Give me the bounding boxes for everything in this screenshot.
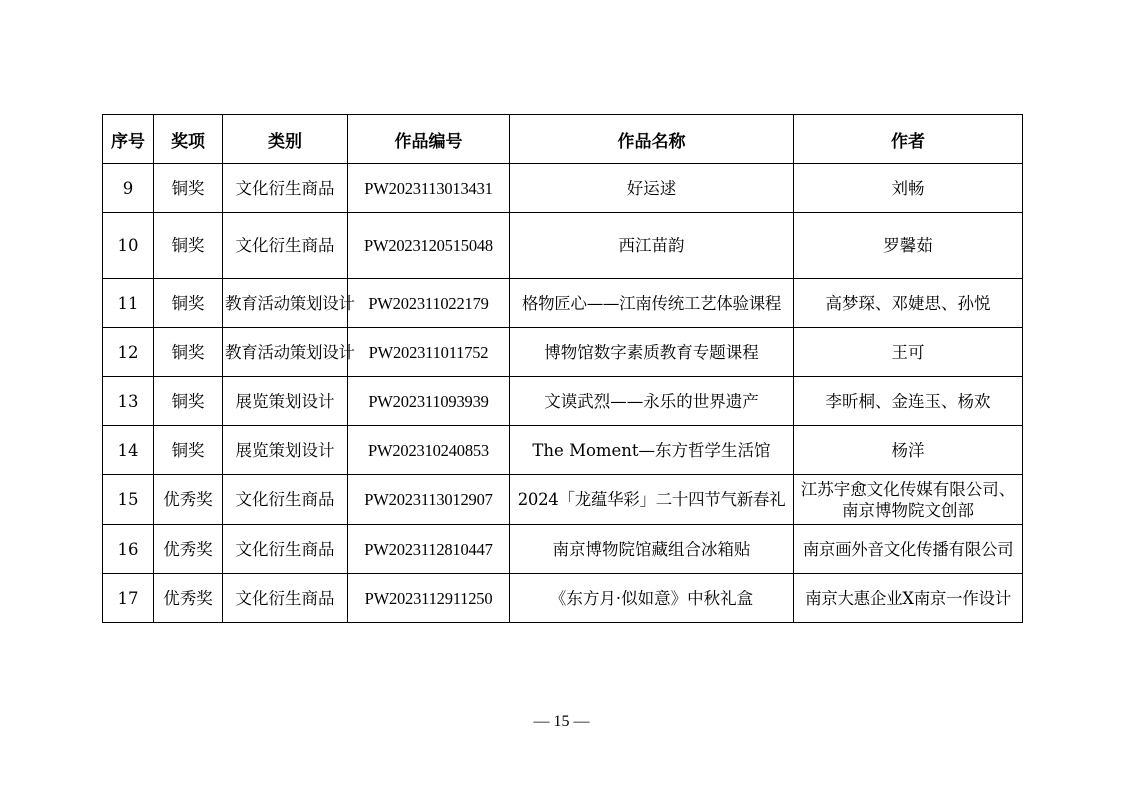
row-no: 10 (103, 213, 154, 279)
row-category: 文化衍生商品 (223, 164, 348, 213)
row-author: 江苏宇愈文化传媒有限公司、南京博物院文创部 (794, 475, 1023, 525)
row-author: 高梦琛、邓婕思、孙悦 (794, 279, 1023, 328)
row-author: 李昕桐、金连玉、杨欢 (794, 377, 1023, 426)
row-code: PW2023120515048 (348, 213, 510, 279)
header-category: 类别 (223, 115, 348, 164)
row-title: 《东方月·似如意》中秋礼盒 (510, 574, 794, 623)
row-title: 西江苗韵 (510, 213, 794, 279)
row-author: 南京大惠企业X南京一作设计 (794, 574, 1023, 623)
row-category: 教育活动策划设计 (223, 279, 348, 328)
header-code: 作品编号 (348, 115, 510, 164)
row-no: 15 (103, 475, 154, 525)
header-award: 奖项 (154, 115, 223, 164)
row-category: 展览策划设计 (223, 426, 348, 475)
row-category: 文化衍生商品 (223, 574, 348, 623)
table-row (103, 377, 1023, 426)
row-award: 铜奖 (154, 377, 223, 426)
header-no: 序号 (103, 115, 154, 164)
row-title: 好运逑 (510, 164, 794, 213)
row-title: 南京博物院馆藏组合冰箱贴 (510, 525, 794, 574)
header-title: 作品名称 (510, 115, 794, 164)
row-code: PW2023113013431 (348, 164, 510, 213)
page-number: — 15 — (533, 713, 590, 730)
row-code: PW202311093939 (348, 377, 510, 426)
row-title: The Moment—东方哲学生活馆 (510, 426, 794, 475)
row-category: 文化衍生商品 (223, 525, 348, 574)
table-row (103, 164, 1023, 213)
row-title: 格物匠心——江南传统工艺体验课程 (510, 279, 794, 328)
table-header-row (103, 115, 1023, 164)
row-author: 杨洋 (794, 426, 1023, 475)
row-no: 9 (103, 164, 154, 213)
row-category: 教育活动策划设计 (223, 328, 348, 377)
row-author: 罗馨茹 (794, 213, 1023, 279)
row-award: 铜奖 (154, 164, 223, 213)
row-category: 文化衍生商品 (223, 213, 348, 279)
row-no: 11 (103, 279, 154, 328)
row-code: PW202310240853 (348, 426, 510, 475)
row-no: 16 (103, 525, 154, 574)
row-award: 优秀奖 (154, 574, 223, 623)
row-code: PW2023112810447 (348, 525, 510, 574)
table-row (103, 426, 1023, 475)
table-row (103, 574, 1023, 623)
row-category: 文化衍生商品 (223, 475, 348, 525)
row-author: 王可 (794, 328, 1023, 377)
row-no: 17 (103, 574, 154, 623)
row-no: 13 (103, 377, 154, 426)
row-category: 展览策划设计 (223, 377, 348, 426)
row-code: PW2023113012907 (348, 475, 510, 525)
row-award: 铜奖 (154, 279, 223, 328)
row-award: 铜奖 (154, 328, 223, 377)
row-author: 刘畅 (794, 164, 1023, 213)
row-title: 博物馆数字素质教育专题课程 (510, 328, 794, 377)
table-row (103, 279, 1023, 328)
row-award: 铜奖 (154, 213, 223, 279)
row-award: 优秀奖 (154, 475, 223, 525)
row-title: 文谟武烈——永乐的世界遗产 (510, 377, 794, 426)
award-table (102, 114, 1023, 623)
row-author: 南京画外音文化传播有限公司 (794, 525, 1023, 574)
row-title: 2024「龙蕴华彩」二十四节气新春礼 (510, 475, 794, 525)
table-row (103, 475, 1023, 525)
table-row (103, 213, 1023, 279)
row-no: 12 (103, 328, 154, 377)
row-code: PW202311022179 (348, 279, 510, 328)
header-author: 作者 (794, 115, 1023, 164)
row-no: 14 (103, 426, 154, 475)
row-code: PW2023112911250 (348, 574, 510, 623)
table-row (103, 525, 1023, 574)
row-code: PW202311011752 (348, 328, 510, 377)
row-award: 优秀奖 (154, 525, 223, 574)
row-award: 铜奖 (154, 426, 223, 475)
table-row (103, 328, 1023, 377)
